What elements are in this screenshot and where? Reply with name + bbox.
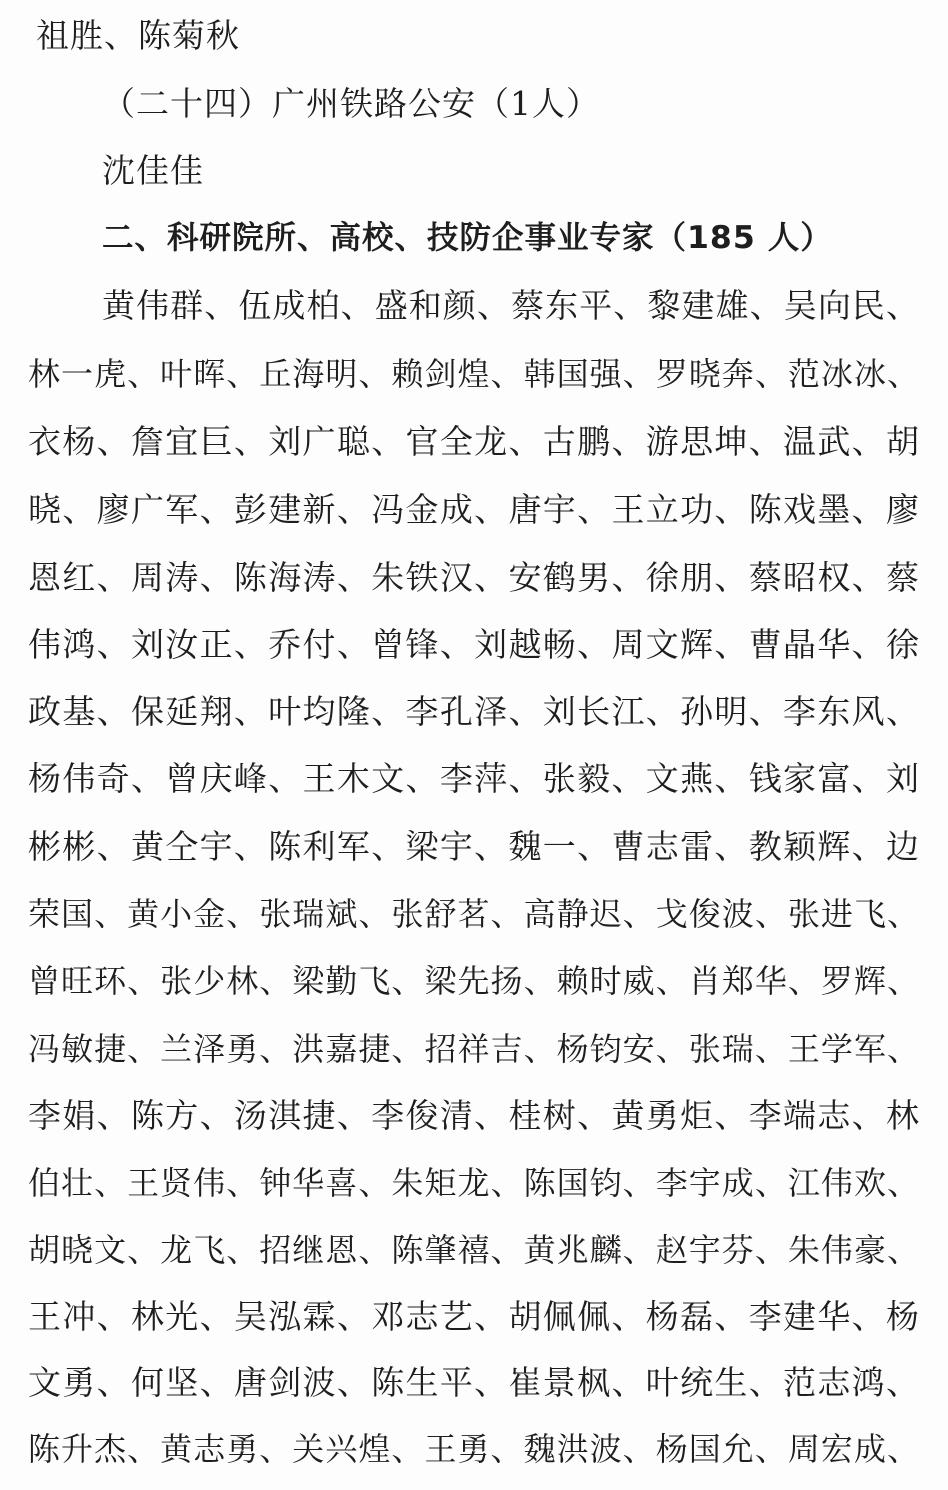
name-list-line: 胡晓文、龙飞、招继恩、陈肇禧、黄兆麟、赵宇芬、朱伟豪、 bbox=[28, 1231, 920, 1269]
name-list-line: 曾旺环、张少林、梁勤飞、梁先扬、赖时威、肖郑华、罗辉、 bbox=[28, 962, 920, 1000]
name-list-line: 杨伟奇、曾庆峰、王木文、李萍、张毅、文燕、钱家富、刘 bbox=[28, 759, 920, 798]
section-subheading: （二十四）广州铁路公安（1人） bbox=[102, 84, 600, 123]
name-list-line: 林一虎、叶晖、丘海明、赖剑煌、韩国强、罗晓奔、范冰冰、 bbox=[28, 355, 920, 393]
name-list-line: 伟鸿、刘汝正、乔付、曾锋、刘越畅、周文辉、曹晶华、徐 bbox=[28, 625, 920, 664]
name-list-line: 彬彬、黄仝宇、陈利军、梁宇、魏一、曹志雷、教颖辉、边 bbox=[28, 827, 920, 866]
name-list-line: 李娟、陈方、汤淇捷、李俊清、桂树、黄勇炬、李端志、林 bbox=[28, 1096, 920, 1135]
name-list-line: 伯壮、王贤伟、钟华喜、朱矩龙、陈国钧、李宇成、江伟欢、 bbox=[28, 1164, 920, 1202]
name-list-line: 王冲、林光、吴泓霖、邓志艺、胡佩佩、杨磊、李建华、杨 bbox=[28, 1297, 920, 1336]
name-list-line: 冯敏捷、兰泽勇、洪嘉捷、招祥吉、杨钧安、张瑞、王学军、 bbox=[28, 1030, 920, 1068]
text-line-3: 沈佳佳 bbox=[102, 151, 204, 190]
name-list-line: 荣国、黄小金、张瑞斌、张舒茗、高静迟、戈俊波、张进飞、 bbox=[28, 895, 920, 933]
name-list-line: 晓、廖广军、彭建新、冯金成、唐宇、王立功、陈戏墨、廖 bbox=[28, 490, 920, 529]
name-list-line: 黄伟群、伍成柏、盛和颜、蔡东平、黎建雄、吴向民、 bbox=[102, 286, 920, 325]
name-list-line: 陈升杰、黄志勇、关兴煌、王勇、魏洪波、杨国允、周宏成、 bbox=[28, 1430, 920, 1468]
name-list-line: 政基、保延翔、叶均隆、李孔泽、刘长江、孙明、李东风、 bbox=[28, 692, 920, 731]
name-list-line: 恩红、周涛、陈海涛、朱铁汉、安鹤男、徐朋、蔡昭权、蔡 bbox=[28, 558, 920, 597]
section-heading: 二、科研院所、高校、技防企事业专家（185 人） bbox=[102, 220, 833, 256]
name-list-line: 文勇、何坚、唐剑波、陈生平、崔景枫、叶统生、范志鸿、 bbox=[28, 1363, 920, 1402]
text-line-1: 祖胜、陈菊秋 bbox=[36, 16, 240, 55]
name-list-line: 衣杨、詹宜巨、刘广聪、官全龙、古鹏、游思坤、温武、胡 bbox=[28, 422, 920, 461]
